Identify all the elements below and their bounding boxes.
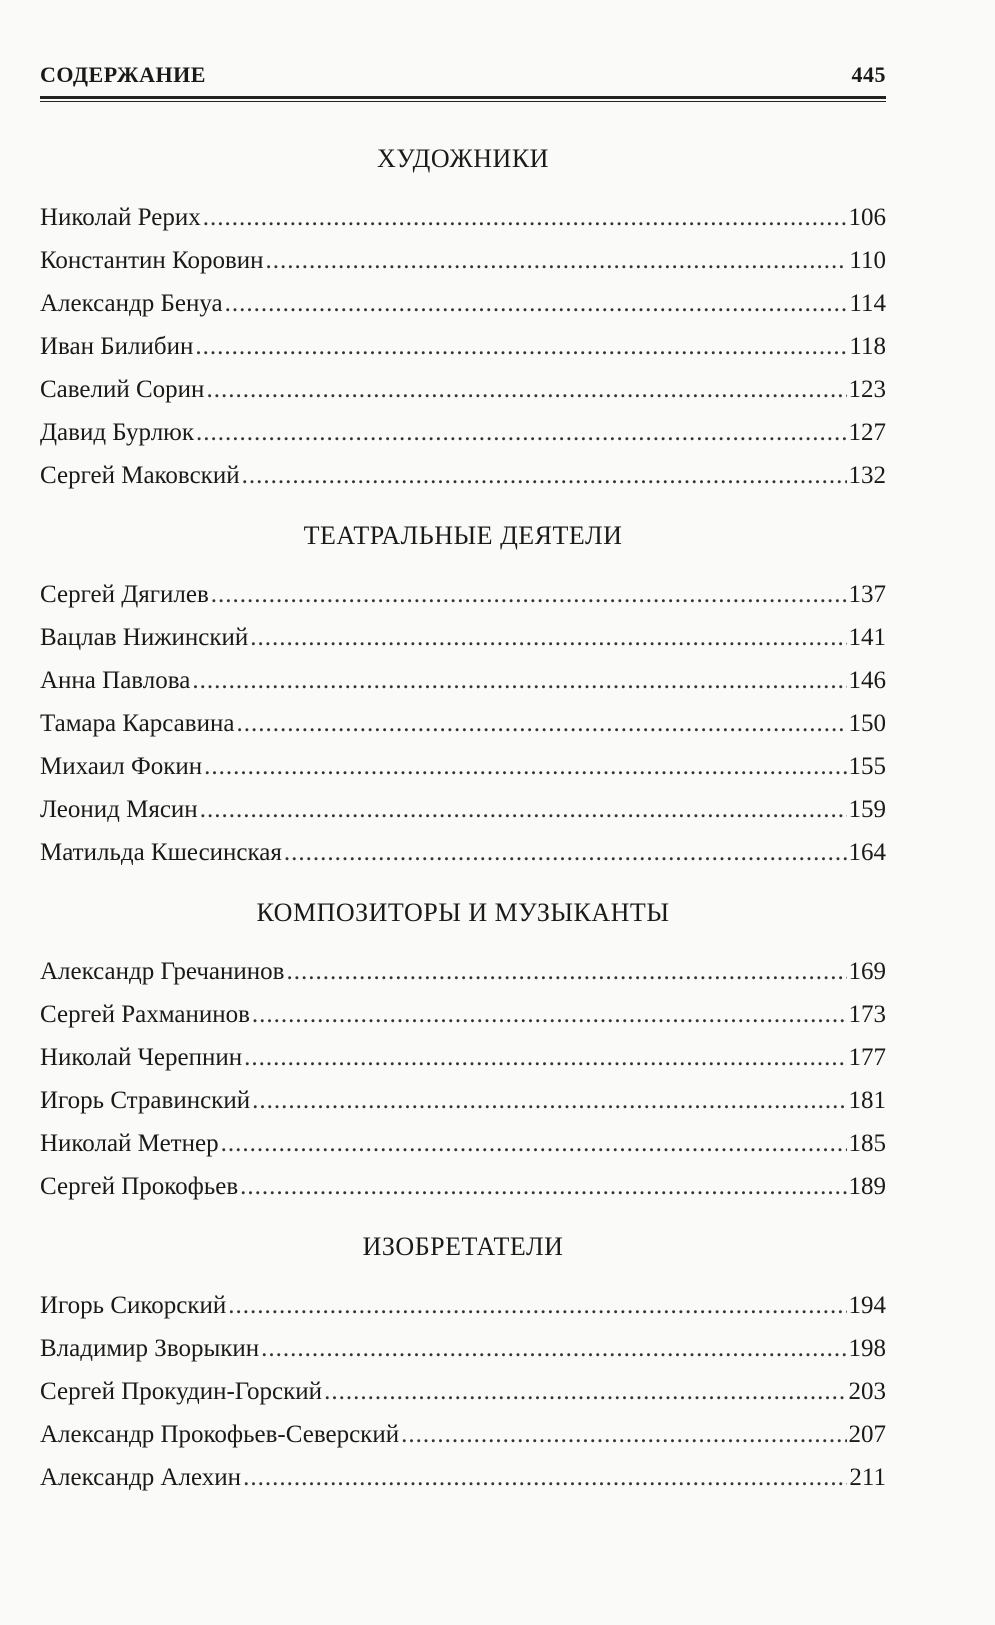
entry-page-number: 181: [848, 1087, 886, 1114]
entry-name: Иван Билибин: [40, 333, 194, 360]
entry-page-number: 164: [848, 839, 886, 866]
dot-leader: [252, 993, 847, 1036]
dot-leader: [244, 1036, 846, 1079]
entry-page-number: 114: [849, 290, 886, 317]
dot-leader: [286, 950, 846, 993]
toc-entry: [40, 411, 886, 454]
toc-section: [40, 1216, 886, 1499]
dot-leader: [240, 1165, 846, 1208]
dot-leader: [228, 1284, 846, 1327]
toc-entry: [40, 1165, 886, 1208]
dot-leader: [192, 659, 846, 702]
entry-name: Игорь Сикорский: [40, 1292, 227, 1319]
toc-entry: [40, 659, 886, 702]
entry-name: Анна Павлова: [40, 667, 191, 694]
entry-name: Константин Коровин: [40, 247, 264, 274]
toc-entry: [40, 1284, 886, 1327]
toc-entry: [40, 788, 886, 831]
entry-page-number: 169: [848, 958, 886, 985]
section-title: ИЗОБРЕТАТЕЛИ: [362, 1232, 564, 1261]
entry-page-number: 141: [848, 624, 886, 651]
toc-entry: [40, 1413, 886, 1456]
toc-entry: [40, 702, 886, 745]
dot-leader: [196, 411, 846, 454]
entry-name: Александр Гречанинов: [40, 958, 285, 985]
entry-page-number: 189: [848, 1173, 886, 1200]
dot-leader: [266, 239, 848, 282]
dot-leader: [261, 1327, 846, 1370]
toc-entry: [40, 993, 886, 1036]
entry-page-number: 137: [848, 581, 886, 608]
entry-page-number: 146: [848, 667, 886, 694]
toc-entry: [40, 616, 886, 659]
header-rule-thin: [40, 101, 886, 102]
dot-leader: [200, 788, 847, 831]
dot-leader: [242, 454, 847, 497]
running-head-title: СОДЕРЖАНИЕ: [40, 62, 206, 87]
entry-page-number: 159: [848, 796, 886, 823]
entry-page-number: 185: [848, 1130, 886, 1157]
entry-page-number: 123: [848, 376, 886, 403]
toc-entry: [40, 1079, 886, 1122]
entry-name: Тамара Карсавина: [40, 710, 235, 737]
toc-section: [40, 128, 886, 497]
toc-entry: [40, 1456, 886, 1499]
toc-entry: [40, 1122, 886, 1165]
entry-page-number: 198: [848, 1335, 886, 1362]
entry-name: Игорь Стравинский: [40, 1087, 251, 1114]
toc-entry: [40, 325, 886, 368]
entry-page-number: 127: [848, 419, 886, 446]
entry-page-number: 150: [848, 710, 886, 737]
entry-name: Сергей Прокудин-Горский: [40, 1378, 323, 1405]
entry-name: Сергей Маковский: [40, 462, 240, 489]
dot-leader: [284, 831, 847, 874]
entry-name: Сергей Дягилев: [40, 581, 209, 608]
entry-page-number: 110: [849, 247, 886, 274]
entry-page-number: 194: [848, 1292, 886, 1319]
toc-section: [40, 882, 886, 1208]
entry-name: Николай Черепнин: [40, 1044, 243, 1071]
toc-entry: [40, 1327, 886, 1370]
entry-name: Вацлав Нижинский: [40, 624, 249, 651]
entry-name: Сергей Прокофьев: [40, 1173, 239, 1200]
toc-entry: [40, 1370, 886, 1413]
dot-leader: [221, 1122, 847, 1165]
entry-name: Александр Алехин: [40, 1464, 242, 1491]
toc-entry: [40, 368, 886, 411]
entry-page-number: 177: [848, 1044, 886, 1071]
dot-leader: [324, 1370, 846, 1413]
section-title: ТЕАТРАЛЬНЫЕ ДЕЯТЕЛИ: [303, 521, 623, 550]
entry-page-number: 155: [848, 753, 886, 780]
dot-leader: [236, 702, 846, 745]
section-title: КОМПОЗИТОРЫ И МУЗЫКАНТЫ: [256, 898, 670, 927]
dot-leader: [195, 325, 847, 368]
entry-name: Александр Прокофьев-Северский: [40, 1421, 400, 1448]
entry-name: Александр Бенуа: [40, 290, 223, 317]
dot-leader: [203, 196, 847, 239]
toc-section: [40, 505, 886, 874]
section-title: ХУДОЖНИКИ: [377, 144, 549, 173]
entry-name: Николай Метнер: [40, 1130, 219, 1157]
entry-name: Леонид Мясин: [40, 796, 198, 823]
dot-leader: [225, 282, 848, 325]
entry-page-number: 118: [849, 333, 886, 360]
toc-entry: [40, 196, 886, 239]
entry-name: Давид Бурлюк: [40, 419, 195, 446]
entry-page-number: 173: [848, 1001, 886, 1028]
entry-name: Владимир Зворыкин: [40, 1335, 260, 1362]
toc-entry: [40, 573, 886, 616]
toc-entry: [40, 454, 886, 497]
toc-entry: [40, 950, 886, 993]
entry-name: Сергей Рахманинов: [40, 1001, 250, 1028]
entry-page-number: 106: [848, 204, 886, 231]
toc-entry: [40, 282, 886, 325]
dot-leader: [206, 368, 846, 411]
entry-name: Матильда Кшесинская: [40, 839, 282, 866]
dot-leader: [211, 573, 847, 616]
toc-entry: [40, 831, 886, 874]
entry-name: Михаил Фокин: [40, 753, 203, 780]
running-head: [40, 62, 886, 88]
entry-name: Николай Рерих: [40, 204, 201, 231]
dot-leader: [252, 1079, 846, 1122]
entry-page-number: 207: [848, 1421, 886, 1448]
dot-leader: [204, 745, 846, 788]
dot-leader: [243, 1456, 847, 1499]
page-number: 445: [851, 62, 886, 87]
toc-entry: [40, 1036, 886, 1079]
table-of-contents: [40, 128, 886, 1507]
dot-leader: [250, 616, 846, 659]
entry-page-number: 203: [848, 1378, 886, 1405]
toc-entry: [40, 239, 886, 282]
entry-name: Савелий Сорин: [40, 376, 205, 403]
entry-page-number: 211: [849, 1464, 886, 1491]
entry-page-number: 132: [848, 462, 886, 489]
dot-leader: [401, 1413, 846, 1456]
header-rule-thick: [40, 96, 886, 99]
toc-entry: [40, 745, 886, 788]
